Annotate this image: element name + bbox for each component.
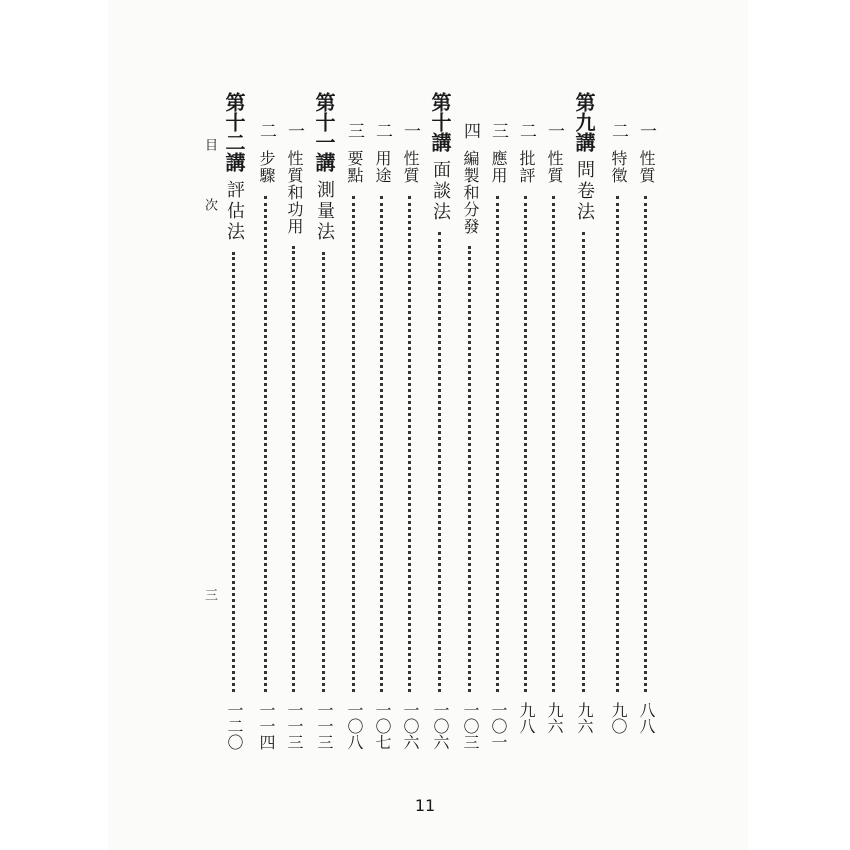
entry-number: 二 <box>516 122 536 139</box>
toc-entry <box>368 0 396 850</box>
lecture-number: 第十講 <box>428 92 452 152</box>
entry-number: 一 <box>544 122 564 139</box>
entry-title: 性質 <box>637 150 656 184</box>
toc-entry <box>456 0 484 850</box>
dot-leader <box>264 196 267 692</box>
dot-leader <box>496 196 499 692</box>
entry-title: 批評 <box>517 150 536 184</box>
entry-page: 一二〇 <box>225 702 244 750</box>
dot-leader <box>582 232 585 692</box>
toc-entry <box>484 0 512 850</box>
dot-leader <box>616 196 619 692</box>
page-number: 11 <box>414 796 436 815</box>
dot-leader <box>644 196 647 692</box>
running-title: 目 次 <box>202 138 217 227</box>
entry-title: 用途 <box>373 150 392 184</box>
entry-title: 性質和功用 <box>285 150 304 235</box>
entry-page: 八八 <box>637 702 656 734</box>
entry-page: 一〇八 <box>345 702 364 750</box>
entry-title: 要點 <box>345 150 364 184</box>
lecture-title: 測量法 <box>314 180 335 243</box>
dot-leader <box>468 246 471 692</box>
entry-page: 九六 <box>545 702 564 734</box>
entry-number: 三 <box>344 122 364 139</box>
entry-page: 一一三 <box>315 702 334 750</box>
toc-lecture-heading <box>570 0 598 850</box>
entry-number: 一 <box>400 122 420 139</box>
toc-entry <box>280 0 308 850</box>
toc-entry <box>604 0 632 850</box>
toc-entry <box>252 0 280 850</box>
lecture-title: 面談法 <box>430 160 451 223</box>
toc-lecture-heading <box>310 0 338 850</box>
entry-title: 性質 <box>545 150 564 184</box>
dot-leader <box>552 196 555 692</box>
entry-page: 一一四 <box>257 702 276 750</box>
entry-number: 一 <box>636 122 656 139</box>
entry-page: 一〇七 <box>373 702 392 750</box>
entry-page: 九八 <box>517 702 536 734</box>
side-folio: 三 <box>202 588 217 617</box>
toc-lecture-heading <box>426 0 454 850</box>
entry-page: 九六 <box>575 702 594 734</box>
dot-leader <box>232 252 235 692</box>
dot-leader <box>352 196 355 692</box>
entry-page: 一〇一 <box>489 702 508 750</box>
entry-page: 一〇六 <box>401 702 420 750</box>
dot-leader <box>408 196 411 692</box>
entry-number: 二 <box>608 122 628 139</box>
entry-number: 三 <box>488 122 508 139</box>
toc-lecture-heading <box>220 0 248 850</box>
toc-entry <box>632 0 660 850</box>
toc-entry <box>512 0 540 850</box>
entry-title: 性質 <box>401 150 420 184</box>
toc-entry <box>340 0 368 850</box>
entry-number: 四 <box>460 122 480 139</box>
dot-leader <box>524 196 527 692</box>
dot-leader <box>292 246 295 692</box>
entry-title: 特徵 <box>609 150 628 184</box>
lecture-number: 第九講 <box>572 92 596 152</box>
lecture-title: 問卷法 <box>574 160 595 223</box>
toc-entry <box>540 0 568 850</box>
entry-number: 二 <box>256 122 276 139</box>
dot-leader <box>380 196 383 692</box>
page-sheet <box>108 0 748 850</box>
dot-leader <box>322 252 325 692</box>
entry-page: 一〇三 <box>461 702 480 750</box>
dot-leader <box>438 232 441 692</box>
entry-page: 一〇六 <box>431 702 450 750</box>
entry-title: 步驟 <box>257 150 276 184</box>
entry-title: 編製和分發 <box>461 150 480 235</box>
entry-number: 一 <box>284 122 304 139</box>
lecture-title: 評估法 <box>224 180 245 243</box>
lecture-number: 第十二講 <box>222 92 246 172</box>
entry-title: 應用 <box>489 150 508 184</box>
toc-entry <box>396 0 424 850</box>
entry-page: 一一三 <box>285 702 304 750</box>
entry-number: 二 <box>372 122 392 139</box>
lecture-number: 第十一講 <box>312 92 336 172</box>
entry-page: 九〇 <box>609 702 628 734</box>
